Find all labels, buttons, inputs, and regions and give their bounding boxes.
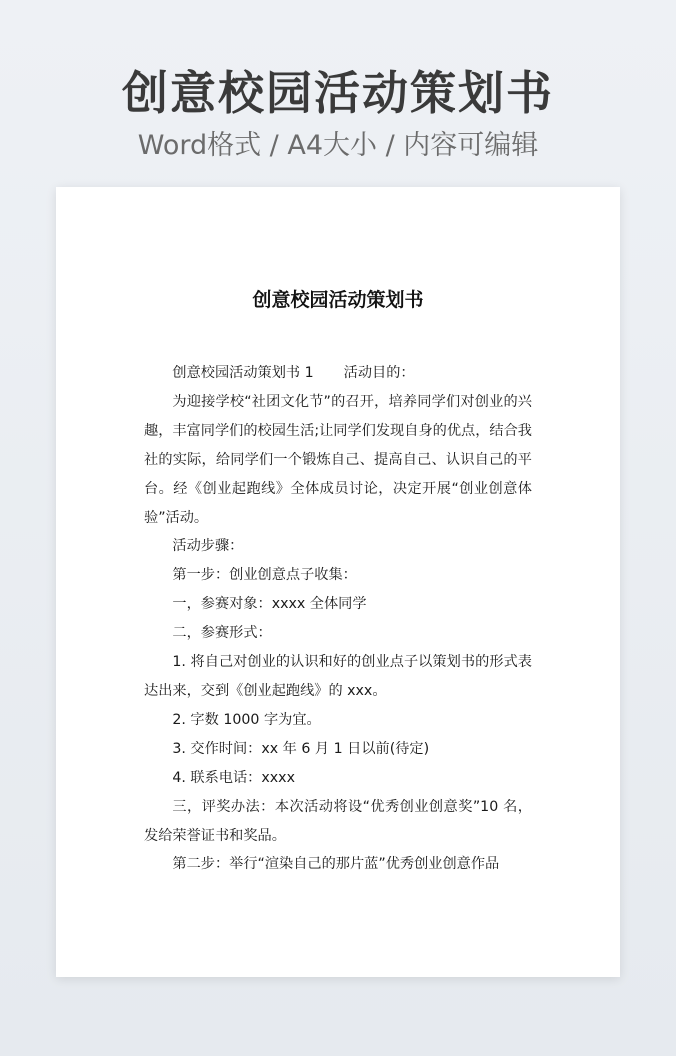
document-title: 创意校园活动策划书 [252,289,424,311]
paragraph-format-heading: 二，参赛形式： [172,625,272,642]
paragraph-step-one: 第一步：创业创意点子收集： [172,567,357,584]
document-body [144,359,532,879]
paragraph-format-1: 1. 将自己对创业的认识和好的创业点子以策划书的形式表达出来，交到《创业起跑线》的 xxx。 [144,654,532,699]
banner-subtitle: Word格式 / A4大小 / 内容可编辑 [137,130,539,161]
paragraph-steps-heading: 活动步骤： [172,538,244,555]
banner-title: 创意校园活动策划书 [122,66,554,120]
paragraph-participants: 一，参赛对象：xxxx 全体同学 [172,596,367,613]
paragraph-format-2: 2. 字数 1000 字为宜。 [172,711,321,728]
banner [0,62,676,164]
intro-line [144,359,532,388]
intro-right: 活动目的： [343,365,415,381]
paragraph-step-two: 第二步：举行“渲染自己的那片蓝”优秀创业创意作品 [172,856,500,873]
paragraph-format-4: 4. 联系电话：xxxx [172,769,295,786]
intro-left: 创意校园活动策划书 1 [172,365,314,381]
paragraph-awards: 三，评奖办法：本次活动将设“优秀创业创意奖”10 名，发给荣誉证书和奖品。 [144,798,532,844]
paragraph-purpose: 为迎接学校“社团文化节”的召开，培养同学们对创业的兴趣，丰富同学们的校园生活;让同学们发现自身的优点，结合我社的实际，给同学们一个锻炼自己、提高自己、认识自己的平台。经《创业起跑线》全体成员讨论，决定开展“创业创意体验”活动。 [144,393,532,526]
paragraph-format-3: 3. 交作时间：xx 年 6 月 1 日以前(待定) [172,740,430,757]
document-page [56,187,620,977]
